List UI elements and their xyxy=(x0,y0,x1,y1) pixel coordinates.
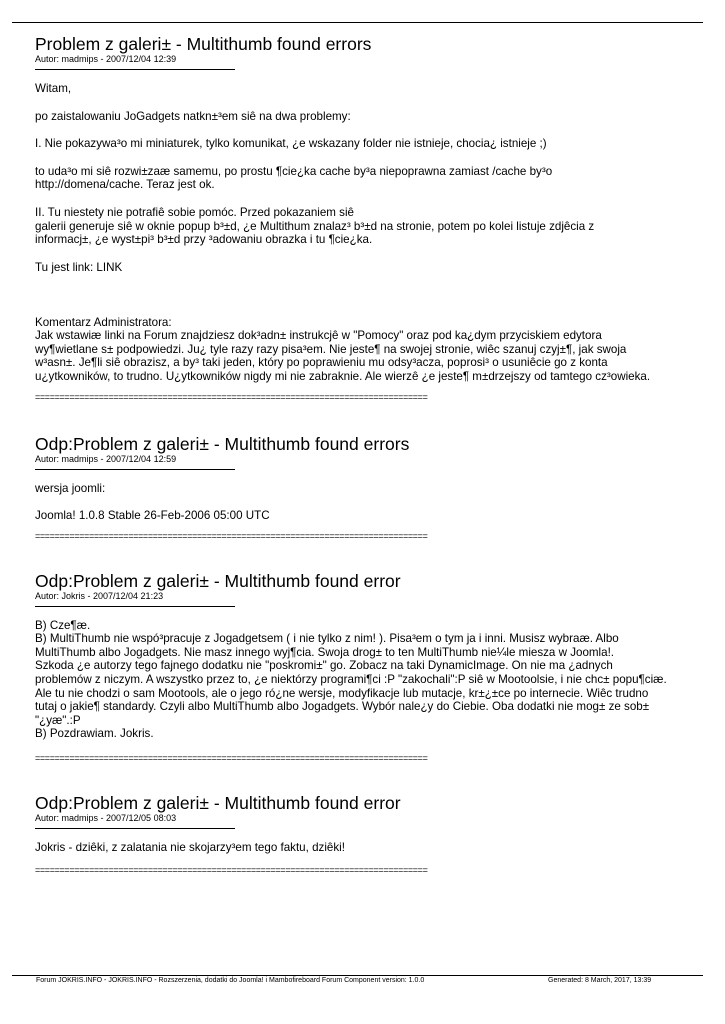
post-title: Odp:Problem z galeri± - Multithumb found error xyxy=(35,793,401,814)
footer-rule xyxy=(12,975,703,976)
post-title: Odp:Problem z galeri± - Multithumb found errors xyxy=(35,433,410,454)
post-paragraph: po zaistalowaniu JoGadgets natkn±³em siê na dwa problemy: xyxy=(35,109,351,123)
footer-generated: Generated: 8 March, 2017, 13:39 xyxy=(548,977,652,984)
post-title: Problem z galeri± - Multithumb found errors xyxy=(35,34,372,54)
post-paragraph: Joomla! 1.0.8 Stable 26-Feb-2006 05:00 UTC xyxy=(35,509,270,523)
post-paragraph: to uda³o mi siê rozwi±zaæ samemu, po prostu ¶cie¿ka cache by³a niepoprawna zamiast /cache by³o http://domena/cache. Teraz jest ok. xyxy=(35,164,553,192)
post-separator: ================================================================================ xyxy=(35,864,428,875)
post-author-meta: Autor: Jokris - 2007/12/04 21:23 xyxy=(35,590,164,601)
title-underline xyxy=(35,469,235,470)
title-underline xyxy=(35,828,235,829)
post xyxy=(35,434,685,541)
post-paragraph: II. Tu niestety nie potrafiê sobie pomóc. Przed pokazaniem siê galerii generuje siê w oknie popup b³±d, ¿e Multithum znalaz³ b³±d na stronie, potem po kolei listuje zdjêcia z informacj±, ¿e wyst±pi³ b³±d przy ³adowaniu obrazka i tu ¶cie¿ka. xyxy=(35,205,595,247)
post-paragraph: I. Nie pokazywa³o mi miniaturek, tylko komunikat, ¿e wskazany folder nie istnieje, chocia¿ istnieje ;) xyxy=(35,137,547,151)
footer-source: Forum JOKRIS.INFO - JOKRIS.INFO - Rozszerzenia, dodatki do Joomla! i Mambofireboard Forum Component version: 1.0.0 xyxy=(36,977,425,984)
post xyxy=(35,34,685,402)
post-author-meta: Autor: madmips - 2007/12/05 08:03 xyxy=(35,813,177,824)
post-paragraph: Tu jest link: LINK xyxy=(35,260,123,274)
post-separator: ================================================================================ xyxy=(35,391,428,402)
post-paragraph: B) Cze¶æ. B) MultiThumb nie wspó³pracuje z Jogadgetsem ( i nie tylko z nim! ). Pisa³em o tym ja i inni. Musisz wybraæ. Albo MultiThumb albo Jogadgets. Nie masz innego wyj¶cia. Swoja drog± to ten MultiThumb nie¼le miesza w Joomla!. Szkoda ¿e autorzy tego fajnego dodatku nie "poskromi±" go. Zobacz na taki DynamicImage. On nie ma ¿adnych problemów z niczym. A wszystko przez to, ¿e niektórzy programi¶ci :P "zakochali":P siê w Mootoolsie, i nie chc± popu¶ciæ. Ale tu nie chodzi o sam Mootools, ale o jego ró¿ne wersje, modyfikacje lub mutacje, kr±¿±ce po internecie. Wiêc trudno tutaj o jakie¶ standardy. Czyli albo MultiThumb albo Jogadgets. Wybór nale¿y do Ciebie. Oba dodatki nie mog± ze sob± "¿yæ".:P B) Pozdrawiam. Jokris. xyxy=(35,618,667,741)
post-author-meta: Autor: madmips - 2007/12/04 12:39 xyxy=(35,54,177,64)
top-rule xyxy=(12,22,703,23)
post-author-meta: Autor: madmips - 2007/12/04 12:59 xyxy=(35,453,177,464)
post-paragraph: wersja joomli: xyxy=(35,481,106,495)
post-separator: ================================================================================ xyxy=(35,753,428,764)
admin-comment: Komentarz Administratora: Jak wstawiæ linki na Forum znajdziesz dok³adn± instrukcjê w "Pomocy" oraz pod ka¿dym przyciskiem edytora wy¶wietlane s± podpowiedzi. Ju¿ tyle razy razy pisa³em. Nie jeste¶ na swojej stronie, wiêc szanuj czyj±¶, jak swoja w³asn±. Je¶li siê obrazisz, a by³ taki jeden, który po poprawieniu mu odsy³acza, poprosi³ o usuniêcie go z konta u¿ytkowników, to trudno. U¿ytkowników nigdy mi nie zabraknie. Ale wierzê ¿e jeste¶ m±drzejszy od tamtego cz³owieka. xyxy=(35,315,651,383)
title-underline xyxy=(35,606,235,607)
post xyxy=(35,793,685,875)
post-separator: ================================================================================ xyxy=(35,530,428,541)
post-title: Odp:Problem z galeri± - Multithumb found error xyxy=(35,570,401,591)
forum-thread xyxy=(35,34,685,875)
post xyxy=(35,571,685,763)
title-underline xyxy=(35,69,235,70)
post-paragraph: Jokris - dziêki, z zalatania nie skojarzy³em tego faktu, dziêki! xyxy=(35,841,345,855)
post-paragraph: Witam, xyxy=(35,82,72,95)
